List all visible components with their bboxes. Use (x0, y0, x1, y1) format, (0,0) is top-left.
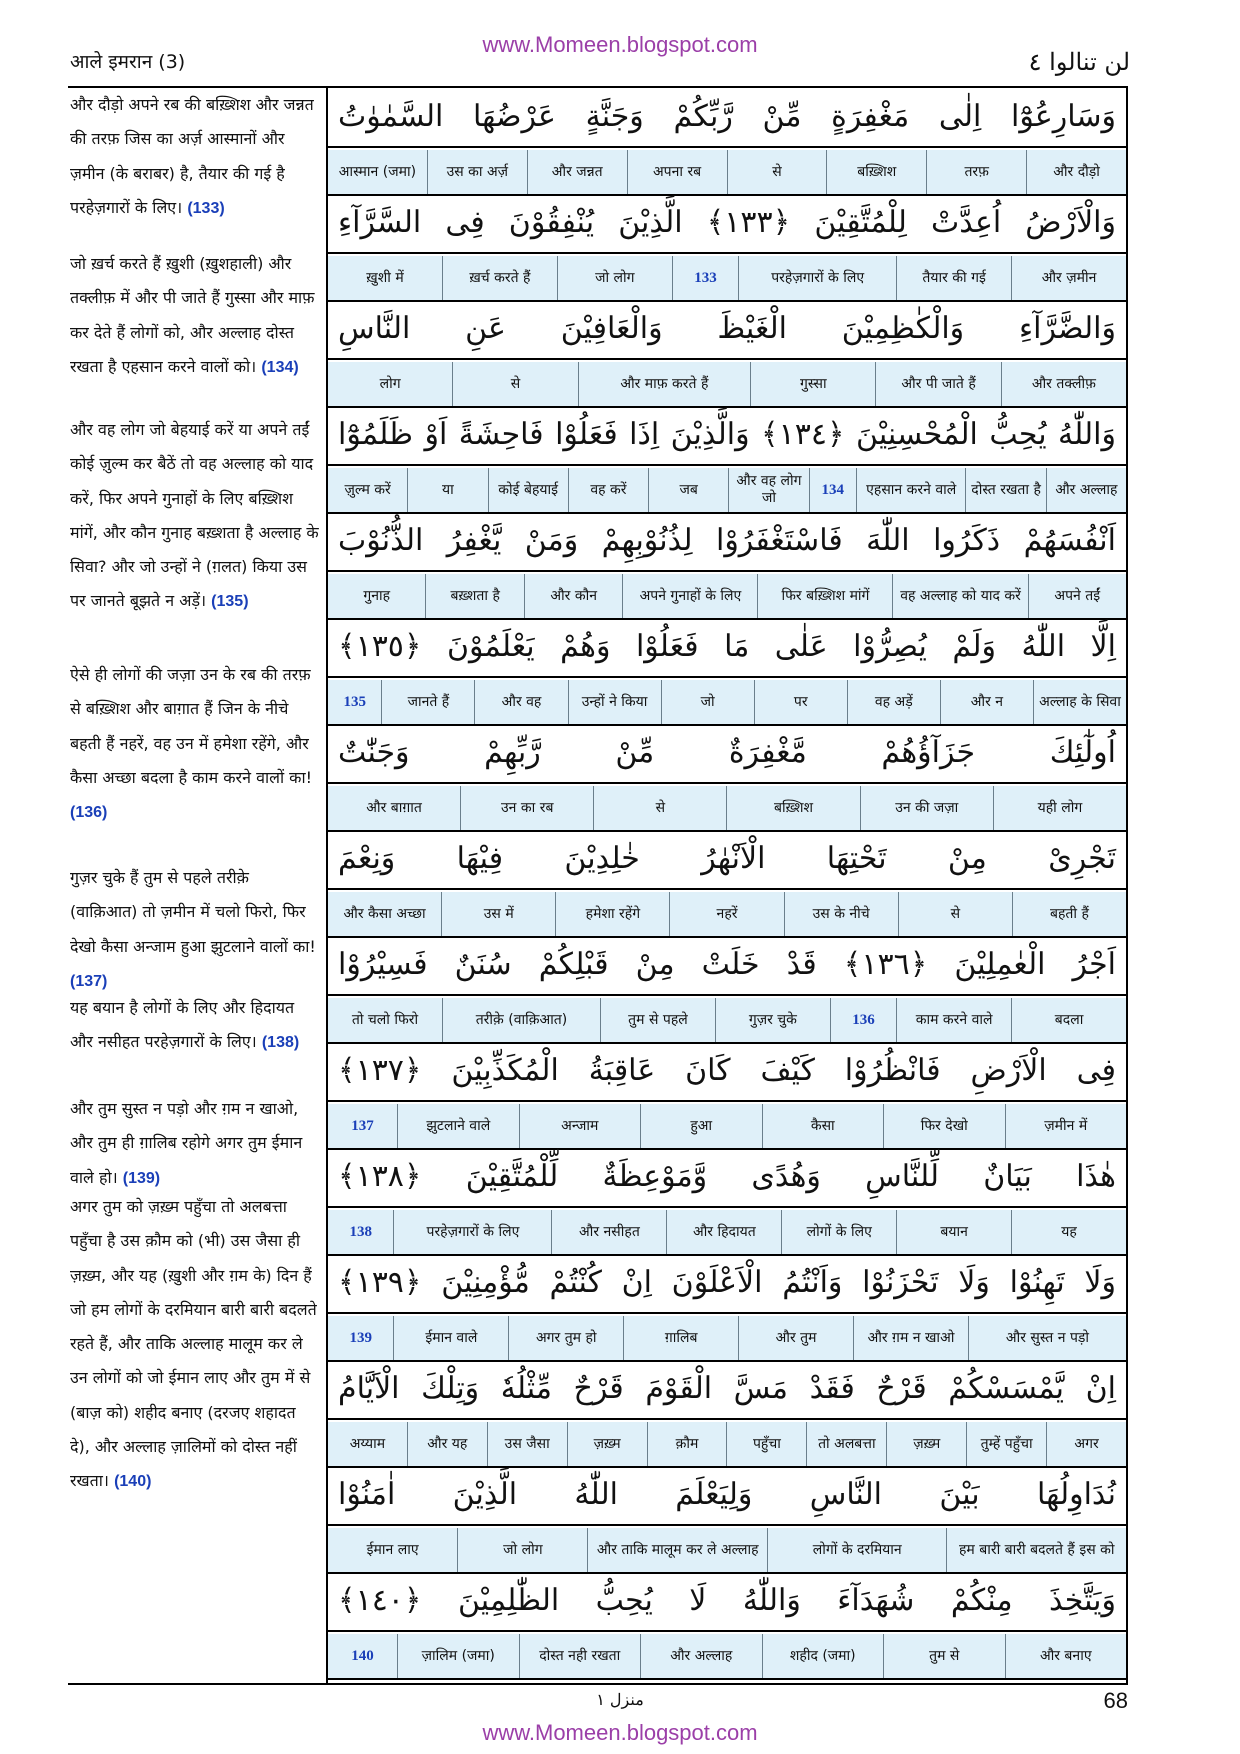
gloss-cell: ज़मीन में (1005, 1104, 1127, 1148)
gloss-cell: अपने गुनाहों के लिए (622, 574, 757, 618)
gloss-cell: अपने तईं (1028, 574, 1126, 618)
gloss-cell: यही लोग (993, 786, 1126, 830)
gloss-cell: तुम्हें पहुँचा (966, 1422, 1046, 1466)
gloss-row (328, 892, 1126, 938)
gloss-cell: उस में (441, 892, 555, 936)
gloss-cell: से (727, 150, 827, 194)
gloss-cell: पर (754, 680, 847, 724)
translation-paragraph (70, 1092, 320, 1196)
gloss-cell: अन्जाम (519, 1104, 641, 1148)
gloss-cell: ज़ख़्म (886, 1422, 966, 1466)
gloss-cell: लोगों के लिए (781, 1210, 896, 1254)
verse-line-block (328, 512, 1126, 618)
arabic-line: اِنْ يَّمْسَسْكُمْ قَرْحٌ فَقَدْ مَسَّ الْقَوْمَ قَرْحٌ مِّثْلُهٗ وَتِلْكَ الْاَيَّامُ (328, 1360, 1126, 1420)
translation-text: गुज़र चुके हैं तुम से पहले तरीक़े (वाक़िआत) तो ज़मीन में चलो फिरो, फिर देखो कैसा अन्जाम हुआ झुटलाने वालों का! (70, 868, 316, 956)
gloss-cell: उन की जज़ा (860, 786, 993, 830)
gloss-cell: फिर देखो (883, 1104, 1005, 1148)
page-number: 68 (1103, 1688, 1128, 1713)
surah-title: आले इमरान (3) (70, 51, 186, 73)
translation-text: जो ख़र्च करते हैं ख़ुशी (ख़ुशहाली) और तक्लीफ़ में और पी जाते हैं गुस्सा और माफ़ कर देते हैं लोगों को, और अल्लाह दोस्त रखता है एहसान करने वालों को। (70, 254, 315, 376)
gloss-cell: आस्मान (जमा) (328, 150, 427, 194)
verse-line-block (328, 1254, 1126, 1360)
arabic-line: وَيَتَّخِذَ مِنْكُمْ شُهَدَآءَ وَاللّٰهُ لَا يُحِبُّ الظّٰلِمِيْنَ ﴿١٤٠﴾ (328, 1572, 1126, 1632)
arabic-line: وَلَا تَهِنُوْا وَلَا تَحْزَنُوْا وَاَنْتُمُ الْاَعْلَوْنَ اِنْ كُنْتُمْ مُّؤْمِنِيْنَ ﴿١٣٩﴾ (328, 1254, 1126, 1314)
gloss-cell: से (452, 362, 577, 406)
gloss-cell: और कौन (524, 574, 622, 618)
gloss-row (328, 680, 1126, 726)
gloss-cell: तरीक़े (वाक़िआत) (442, 998, 600, 1042)
gloss-cell: उस जैसा (487, 1422, 567, 1466)
translation-column (68, 88, 324, 1683)
translation-text: यह बयान है लोगों के लिए और हिदायत और नसीहत परहेज़गारों के लिए। (70, 998, 295, 1052)
gloss-row (328, 1104, 1126, 1150)
gloss-row (328, 468, 1126, 514)
gloss-cell: उस के नीचे (784, 892, 898, 936)
gloss-cell: से (898, 892, 1012, 936)
verse-line-block (328, 1360, 1126, 1466)
gloss-cell: शहीद (जमा) (762, 1634, 884, 1678)
verse-number: (138) (261, 1034, 300, 1052)
footer-rule (68, 1683, 1128, 1685)
gloss-row (328, 1422, 1126, 1468)
gloss-row (328, 998, 1126, 1044)
gloss-cell: और नसीहत (551, 1210, 666, 1254)
gloss-cell: कैसा (762, 1104, 884, 1148)
verse-line-block (328, 1148, 1126, 1254)
gloss-cell: बख़्शिश (726, 786, 859, 830)
arabic-line: اَجْرُ الْعٰمِلِيْنَ ﴿١٣٦﴾ قَدْ خَلَتْ مِنْ قَبْلِكُمْ سُنَنٌ فَسِيْرُوْا (328, 936, 1126, 996)
gloss-cell: दोस्त रखता है (965, 468, 1045, 512)
gloss-cell: गुस्सा (750, 362, 875, 406)
translation-paragraph (70, 88, 320, 226)
translation-text: अगर तुम को ज़ख़्म पहुँचा तो अलबत्ता पहुँचा है उस क़ौम को (भी) उस जैसा ही ज़ख़्म, और यह (ख़ुशी और ग़म के) दिन हैं जो हम लोगों के दरमियान बारी बारी बदलते रहते हैं, और ताकि अल्लाह मालूम कर ले उन लोगों को जो ईमान लाए और तुम में से (बाज़ को) शहीद बनाए (दरजए शहादत दे), और अल्लाह ज़ालिमों को दोस्त नहीं रखता। (70, 1197, 317, 1491)
gloss-cell: और जन्नत (527, 150, 627, 194)
gloss-cell: जानते हैं (381, 680, 474, 724)
gloss-cell: वह करें (568, 468, 648, 512)
gloss-row (328, 1316, 1126, 1362)
verse-line-block (328, 724, 1126, 830)
gloss-cell: अगर तुम हो (508, 1316, 623, 1360)
gloss-cell: तो अलबत्ता (806, 1422, 886, 1466)
gloss-cell: या (407, 468, 487, 512)
verse-number: (137) (70, 972, 108, 990)
gloss-row (328, 256, 1126, 302)
gloss-verse-number: 134 (809, 468, 856, 512)
gloss-cell: जो (661, 680, 754, 724)
gloss-verse-number: 135 (328, 680, 381, 724)
verse-line-block (328, 406, 1126, 512)
gloss-cell: हुआ (640, 1104, 762, 1148)
verse-line-block (328, 300, 1126, 406)
verse-line-block (328, 936, 1126, 1042)
gloss-cell: और माफ़ करते हैं (578, 362, 751, 406)
gloss-cell: और ज़मीन (1011, 256, 1126, 300)
translation-text: और दौड़ो अपने रब की बख़्शिश और जन्नत की तरफ़ जिस का अर्ज़ आस्मानों और ज़मीन (के बराबर) है, तैयार की गई है परहेज़गारों के लिए। (70, 95, 314, 217)
gloss-cell: और तक्लीफ़ (1001, 362, 1126, 406)
translation-paragraph (70, 991, 320, 1061)
translation-paragraph (70, 247, 320, 385)
verse-number: (134) (261, 358, 299, 376)
arabic-line: وَاللّٰهُ يُحِبُّ الْمُحْسِنِيْنَ ﴿١٣٤﴾ وَالَّذِيْنَ اِذَا فَعَلُوْا فَاحِشَةً اَوْ ظَلَمُوْٓا (328, 406, 1126, 466)
gloss-cell: जो लोग (557, 256, 672, 300)
gloss-cell: लोग (328, 362, 452, 406)
gloss-row (328, 1634, 1126, 1680)
gloss-cell: ज़ख़्म (567, 1422, 647, 1466)
gloss-cell: ख़र्च करते हैं (442, 256, 557, 300)
gloss-cell: उन का रब (460, 786, 593, 830)
verse-line-block (328, 1572, 1126, 1678)
arabic-line: فِى الْاَرْضِ فَانْظُرُوْا كَيْفَ كَانَ عَاقِبَةُ الْمُكَذِّبِيْنَ ﴿١٣٧﴾ (328, 1042, 1126, 1102)
verse-number: (140) (114, 1473, 152, 1491)
gloss-cell: अल्लाह के सिवा (1033, 680, 1126, 724)
gloss-cell: पहुँचा (726, 1422, 806, 1466)
gloss-row (328, 574, 1126, 620)
verse-number: (136) (70, 804, 108, 822)
gloss-cell: ग़ालिब (623, 1316, 738, 1360)
gloss-row (328, 362, 1126, 408)
gloss-cell: एहसान करने वाले (856, 468, 966, 512)
verse-line-block (328, 88, 1126, 194)
arabic-line: وَسَارِعُوْٓا اِلٰى مَغْفِرَةٍ مِّنْ رَّبِّكُمْ وَجَنَّةٍ عَرْضُهَا السَّمٰوٰتُ (328, 88, 1126, 148)
verse-number: (135) (211, 593, 249, 611)
gloss-cell: अय्याम (328, 1422, 407, 1466)
arabic-line: اِلَّا اللّٰهُ وَلَمْ يُصِرُّوْا عَلٰى مَا فَعَلُوْا وَهُمْ يَعْلَمُوْنَ ﴿١٣٥﴾ (328, 618, 1126, 678)
gloss-cell: और बनाए (1005, 1634, 1127, 1678)
translation-paragraph (70, 861, 320, 999)
gloss-row (328, 1528, 1126, 1574)
arabic-line: نُدَاوِلُهَا بَيْنَ النَّاسِ وَلِيَعْلَمَ اللّٰهُ الَّذِيْنَ اٰمَنُوْا (328, 1466, 1126, 1526)
gloss-cell: और पी जाते हैं (875, 362, 1000, 406)
gloss-cell: और ग़म न खाओ (853, 1316, 968, 1360)
verse-line-block (328, 830, 1126, 936)
gloss-cell: वह अल्लाह को याद करें (892, 574, 1027, 618)
gloss-cell: और ताकि मालूम कर ले अल्लाह (587, 1528, 767, 1572)
gloss-cell: बहती हैं (1012, 892, 1126, 936)
gloss-cell: और यह (407, 1422, 487, 1466)
gloss-cell: उन्हों ने किया (568, 680, 661, 724)
gloss-verse-number: 136 (830, 998, 896, 1042)
gloss-cell: ईमान वाले (393, 1316, 508, 1360)
gloss-cell: ज़ालिम (जमा) (397, 1634, 519, 1678)
verse-number: (133) (187, 199, 225, 217)
gloss-cell: और तुम (738, 1316, 853, 1360)
gloss-cell: कोई बेहयाई (488, 468, 568, 512)
arabic-line: وَالْاَرْضُ اُعِدَّتْ لِلْمُتَّقِيْنَ ﴿١٣٣﴾ الَّذِيْنَ يُنْفِقُوْنَ فِى السَّرَّآءِ (328, 194, 1126, 254)
gloss-row (328, 786, 1126, 832)
arabic-line: وَالضَّرَّآءِ وَالْكٰظِمِيْنَ الْغَيْظَ وَالْعَافِيْنَ عَنِ النَّاسِ (328, 300, 1126, 360)
translation-paragraph (70, 1190, 320, 1500)
gloss-cell: अपना रब (627, 150, 727, 194)
gloss-cell: जो लोग (457, 1528, 587, 1572)
site-url-top: www.Momeen.blogspot.com (482, 32, 758, 57)
arabic-line: تَجْرِىْ مِنْ تَحْتِهَا الْاَنْهٰرُ خٰلِدِيْنَ فِيْهَا وَنِعْمَ (328, 830, 1126, 890)
verse-number: (139) (122, 1169, 161, 1187)
manzil-label: منزل ١ (596, 1690, 644, 1709)
gloss-cell: क़ौम (647, 1422, 727, 1466)
gloss-cell: लोगों के दरमियान (767, 1528, 947, 1572)
gloss-cell: हम बारी बारी बदलते हैं इस को (946, 1528, 1126, 1572)
gloss-cell: और अल्लाह (1046, 468, 1126, 512)
gloss-cell: और कैसा अच्छा (328, 892, 441, 936)
gloss-cell: तो चलो फिरो (328, 998, 442, 1042)
gloss-verse-number: 133 (672, 256, 738, 300)
arabic-line: اُولٰٓئِكَ جَزَآؤُهُمْ مَّغْفِرَةٌ مِّنْ رَّبِّهِمْ وَجَنّٰتٌ (328, 724, 1126, 784)
gloss-cell: ख़ुशी में (328, 256, 442, 300)
gloss-cell: तैयार की गई (896, 256, 1011, 300)
gloss-cell: तरफ़ (926, 150, 1026, 194)
gloss-cell: काम करने वाले (896, 998, 1011, 1042)
gloss-cell: ज़ुल्म करें (328, 468, 407, 512)
verse-line-block (328, 1042, 1126, 1148)
gloss-cell: गुनाह (328, 574, 425, 618)
gloss-cell: और दौड़ो (1026, 150, 1126, 194)
gloss-cell: बख़्शिश (826, 150, 926, 194)
gloss-cell: से (593, 786, 726, 830)
gloss-cell: वह अड़ें (847, 680, 940, 724)
gloss-cell: और अल्लाह (640, 1634, 762, 1678)
verse-line-block (328, 618, 1126, 724)
gloss-verse-number: 139 (328, 1316, 393, 1360)
gloss-cell: उस का अर्ज़ (427, 150, 527, 194)
gloss-cell: और बाग़ात (328, 786, 460, 830)
gloss-verse-number: 140 (328, 1634, 397, 1678)
gloss-cell: गुज़र चुके (715, 998, 830, 1042)
translation-paragraph (70, 658, 320, 830)
gloss-cell: बख़्शता है (425, 574, 523, 618)
arabic-line: هٰذَا بَيَانٌ لِّلنَّاسِ وَهُدًى وَّمَوْعِظَةٌ لِّلْمُتَّقِيْنَ ﴿١٣٨﴾ (328, 1148, 1126, 1208)
gloss-cell: और वह (474, 680, 567, 724)
translation-text: ऐसे ही लोगों की जज़ा उन के रब की तरफ़ से बख़्शिश और बाग़ात हैं जिन के नीचे बहती हैं नहरें, वह उन में हमेशा रहेंगे, और कैसा अच्छा बदला है काम करने वालों का! (70, 665, 313, 787)
gloss-row (328, 1210, 1126, 1256)
gloss-cell: और हिदायत (666, 1210, 781, 1254)
gloss-cell: बदला (1011, 998, 1126, 1042)
gloss-cell: और वह लोग जो (728, 468, 808, 512)
gloss-cell: हमेशा रहेंगे (555, 892, 669, 936)
arabic-line: اَنْفُسَهُمْ ذَكَرُوا اللّٰهَ فَاسْتَغْفَرُوْا لِذُنُوْبِهِمْ وَمَنْ يَّغْفِرُ الذُّنُوْبَ (328, 512, 1126, 572)
gloss-row (328, 150, 1126, 196)
gloss-cell: तुम से (883, 1634, 1005, 1678)
verse-line-block (328, 1466, 1126, 1572)
translation-paragraph (70, 413, 320, 620)
gloss-cell: बयान (896, 1210, 1011, 1254)
gloss-cell: और न (940, 680, 1033, 724)
gloss-cell: यह (1011, 1210, 1126, 1254)
gloss-cell: परहेज़गारों के लिए (738, 256, 896, 300)
gloss-cell: नहरें (669, 892, 783, 936)
word-by-word-panel (326, 88, 1128, 1683)
site-url-bottom: www.Momeen.blogspot.com (482, 1720, 758, 1745)
translation-text: और वह लोग जो बेहयाई करें या अपने तईं कोई ज़ुल्म कर बैठें तो वह अल्लाह को याद करें, फिर अपने गुनाहों के लिए बख़्शिश मांगें, और कौन गुनाह बख़्शता है अल्लाह के सिवा? और जो उन्हों ने (ग़लत) किया उस पर जानते बूझते न अड़ें। (70, 420, 319, 611)
gloss-verse-number: 137 (328, 1104, 397, 1148)
gloss-cell: दोस्त नही रखता (519, 1634, 641, 1678)
gloss-cell: ईमान लाए (328, 1528, 457, 1572)
gloss-cell: फिर बख़्शिश मांगें (757, 574, 892, 618)
gloss-cell: और सुस्त न पड़ो (968, 1316, 1126, 1360)
gloss-cell: परहेज़गारों के लिए (393, 1210, 551, 1254)
gloss-cell: अगर (1046, 1422, 1126, 1466)
juz-title: لن تنالوا ٤ (1028, 48, 1130, 76)
gloss-cell: तुम से पहले (600, 998, 715, 1042)
gloss-cell: जब (648, 468, 728, 512)
gloss-verse-number: 138 (328, 1210, 393, 1254)
gloss-cell: झुटलाने वाले (397, 1104, 519, 1148)
verse-line-block (328, 194, 1126, 300)
translation-text: और तुम सुस्त न पड़ो और ग़म न खाओ, और तुम ही ग़ालिब रहोगे अगर तुम ईमान वाले हो। (70, 1099, 303, 1187)
